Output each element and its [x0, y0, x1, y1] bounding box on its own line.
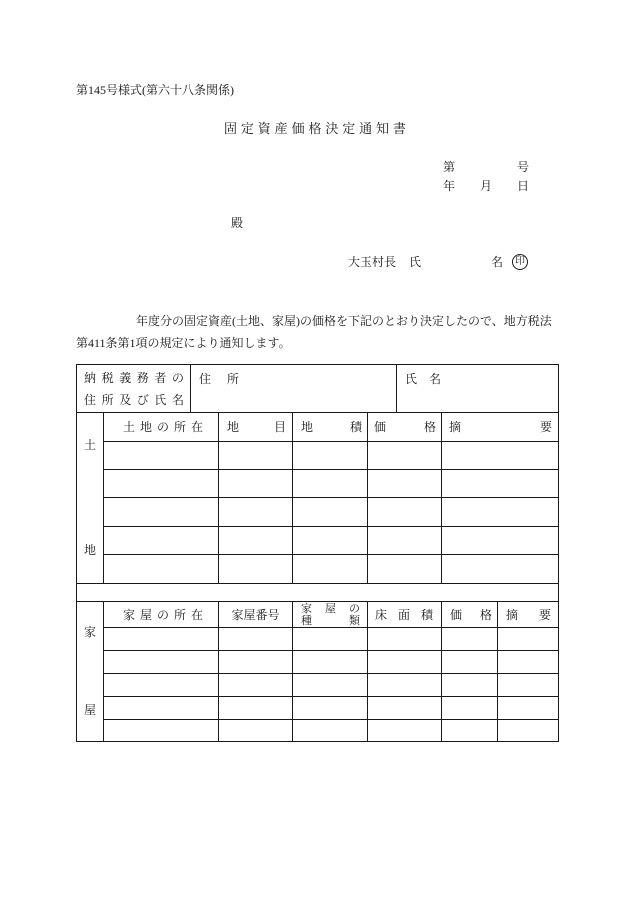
date-day-label: 日	[516, 179, 529, 193]
label-glyph: 名	[171, 392, 184, 407]
land-area-cell	[293, 498, 368, 527]
house-floor-area-cell	[368, 697, 442, 720]
label-glyph: 氏	[154, 392, 167, 407]
land-header-area	[293, 413, 368, 442]
house-type-cell	[293, 651, 368, 674]
land-header-price	[368, 413, 442, 442]
document-number-suffix: 号	[516, 160, 529, 174]
land-row	[77, 498, 559, 527]
label-glyph: 在	[190, 607, 203, 622]
land-price-cell	[368, 555, 442, 584]
land-row	[77, 470, 559, 498]
house-location-cell	[104, 720, 219, 742]
label-glyph: 地	[301, 420, 314, 434]
label-glyph: 所	[173, 420, 186, 434]
land-area-cell	[293, 442, 368, 470]
house-header-location-text	[123, 608, 203, 622]
label-glyph: 格	[308, 121, 322, 136]
label-glyph: 住	[84, 392, 97, 407]
land-location-cell	[104, 442, 219, 470]
house-remarks-cell	[498, 720, 559, 742]
sender-title: 大玉村長	[348, 255, 397, 269]
taxpayer-row	[77, 365, 559, 413]
land-header-row	[77, 413, 559, 442]
house-header-floor-area-text	[375, 608, 433, 622]
house-floor-area-cell	[368, 674, 442, 697]
label-glyph: 価	[374, 420, 387, 434]
label-glyph: 及	[119, 392, 132, 407]
house-number-cell	[219, 674, 293, 697]
label-glyph: 知	[376, 121, 390, 136]
document-number	[443, 160, 529, 174]
house-side-label-bottom: 屋	[83, 703, 96, 717]
label-glyph: 要	[540, 420, 553, 434]
house-price-cell	[442, 697, 498, 720]
address-label: 住所	[199, 372, 256, 386]
house-location-cell	[104, 628, 219, 651]
label-glyph: 価	[450, 607, 463, 622]
label-glyph: 通	[359, 121, 373, 136]
land-row	[77, 555, 559, 584]
label-glyph: の	[156, 420, 169, 434]
house-header-price	[442, 602, 498, 628]
assessment-table	[76, 364, 559, 742]
house-side-label-top: 家	[83, 625, 96, 639]
label-glyph: 地	[139, 420, 152, 434]
label-glyph: 決	[325, 121, 339, 136]
date-year-label: 年	[443, 179, 456, 193]
land-row	[77, 527, 559, 555]
label-glyph: 義	[119, 370, 132, 385]
taxpayer-name-cell	[397, 365, 559, 413]
house-header-row	[77, 602, 559, 628]
house-side-label	[77, 602, 103, 740]
label-glyph: 目	[273, 420, 286, 434]
taxpayer-label-line-2	[84, 389, 184, 411]
label-glyph: 格	[480, 607, 493, 622]
label-glyph: の	[156, 607, 169, 622]
label-glyph: 要	[539, 607, 552, 622]
label-glyph: 摘	[506, 607, 519, 622]
land-category-cell	[219, 442, 293, 470]
land-side-label-top: 土	[83, 438, 96, 452]
land-area-cell	[293, 555, 368, 584]
house-row	[77, 651, 559, 674]
label-glyph: 者	[154, 370, 167, 385]
name-label: 氏名	[405, 372, 454, 386]
house-price-cell	[442, 651, 498, 674]
house-number-cell	[219, 628, 293, 651]
house-location-cell	[104, 674, 219, 697]
label-glyph: 定	[342, 121, 356, 136]
house-price-cell	[442, 628, 498, 651]
house-header-number-text: 家屋番号	[231, 607, 280, 622]
house-number-cell	[219, 697, 293, 720]
label-glyph: 在	[190, 420, 203, 434]
document-title	[224, 121, 406, 136]
label-glyph: 床	[375, 607, 388, 622]
land-price-cell	[368, 470, 442, 498]
house-header-type-line-1	[301, 603, 360, 615]
land-area-cell	[293, 470, 368, 498]
land-header-category-text	[227, 420, 286, 434]
issue-date	[443, 179, 529, 193]
label-glyph: 所	[173, 607, 186, 622]
house-remarks-cell	[498, 651, 559, 674]
land-category-cell	[219, 555, 293, 584]
land-price-cell	[368, 498, 442, 527]
label-glyph: 面	[398, 607, 411, 622]
section-spacer-row	[77, 584, 559, 602]
land-location-cell	[104, 470, 219, 498]
house-floor-area-cell	[368, 628, 442, 651]
house-remarks-cell	[498, 628, 559, 651]
land-remarks-cell	[442, 555, 559, 584]
house-type-cell	[293, 674, 368, 697]
taxpayer-label-line-1	[84, 367, 184, 389]
house-floor-area-cell	[368, 651, 442, 674]
body-text-line-2: 第411条第1項の規定により通知します。	[76, 336, 291, 350]
land-location-cell	[104, 555, 219, 584]
label-glyph: の	[349, 602, 360, 615]
body-text-line-1: 年度分の固定資産(土地、家屋)の価格を下記のとおり決定したので、地方税法	[136, 314, 552, 328]
label-glyph: 書	[392, 121, 406, 136]
form-number: 第145号様式(第六十八条関係)	[76, 83, 234, 97]
house-header-location	[104, 602, 219, 628]
document-number-prefix: 第	[443, 160, 456, 174]
house-header-number	[219, 602, 293, 628]
land-remarks-cell	[442, 498, 559, 527]
land-price-cell	[368, 527, 442, 555]
land-header-category	[219, 413, 293, 442]
land-header-remarks	[442, 413, 559, 442]
land-row	[77, 442, 559, 470]
land-price-cell	[368, 442, 442, 470]
house-remarks-cell	[498, 697, 559, 720]
house-header-floor-area	[368, 602, 442, 628]
label-glyph: 積	[349, 420, 362, 434]
label-glyph: 屋	[139, 607, 152, 622]
label-glyph: 所	[101, 392, 114, 407]
land-location-cell	[104, 498, 219, 527]
land-header-price-text	[374, 420, 436, 434]
land-category-cell	[219, 470, 293, 498]
house-header-type	[293, 602, 368, 628]
taxpayer-label-cell	[77, 365, 191, 413]
land-side-label-bottom: 地	[83, 543, 96, 557]
land-header-area-text	[301, 420, 362, 434]
land-category-cell	[219, 527, 293, 555]
label-glyph: 摘	[449, 420, 462, 434]
label-glyph: 屋	[325, 602, 336, 615]
land-side-label	[77, 413, 103, 582]
label-glyph: 納	[84, 370, 97, 385]
section-spacer-cell	[77, 584, 559, 602]
label-glyph: 価	[291, 121, 305, 136]
house-location-cell	[104, 697, 219, 720]
house-type-cell	[293, 697, 368, 720]
date-month-label: 月	[479, 179, 492, 193]
sender-name-label-first: 氏	[409, 255, 422, 269]
house-floor-area-cell	[368, 720, 442, 742]
sender-name-label-second: 名	[491, 255, 504, 269]
taxpayer-address-cell	[191, 365, 397, 413]
seal-icon: 印	[512, 254, 528, 270]
house-price-cell	[442, 720, 498, 742]
land-header-location	[104, 413, 219, 442]
label-glyph: 積	[421, 607, 434, 622]
house-row	[77, 720, 559, 742]
label-glyph: 産	[274, 121, 288, 136]
house-row	[77, 697, 559, 720]
label-glyph: 税	[101, 370, 114, 385]
land-header-location-text	[123, 420, 203, 434]
house-type-cell	[293, 720, 368, 742]
label-glyph: 務	[136, 370, 149, 385]
label-glyph: 家	[123, 607, 136, 622]
house-price-cell	[442, 674, 498, 697]
land-remarks-cell	[442, 527, 559, 555]
label-glyph: 固	[224, 121, 238, 136]
land-remarks-cell	[442, 442, 559, 470]
label-glyph: 定	[240, 121, 254, 136]
land-remarks-cell	[442, 470, 559, 498]
house-location-cell	[104, 651, 219, 674]
land-area-cell	[293, 527, 368, 555]
label-glyph: 種	[301, 614, 312, 627]
house-header-price-text	[450, 608, 492, 622]
label-glyph: 資	[257, 121, 271, 136]
land-side-label-cell	[77, 413, 104, 584]
house-type-cell	[293, 628, 368, 651]
house-side-label-cell	[77, 602, 104, 742]
house-number-cell	[219, 720, 293, 742]
label-glyph: び	[136, 392, 149, 407]
label-glyph: 土	[123, 420, 136, 434]
label-glyph: 地	[227, 420, 240, 434]
house-header-remarks-text	[506, 608, 551, 622]
land-category-cell	[219, 498, 293, 527]
land-location-cell	[104, 527, 219, 555]
land-header-remarks-text	[449, 420, 552, 434]
label-glyph: 格	[424, 420, 437, 434]
house-row	[77, 628, 559, 651]
house-row	[77, 674, 559, 697]
addressee-suffix: 殿	[231, 216, 244, 230]
house-number-cell	[219, 651, 293, 674]
label-glyph: 家	[301, 602, 312, 615]
label-glyph: の	[171, 370, 184, 385]
house-header-type-line-2	[301, 615, 360, 627]
house-header-remarks	[498, 602, 559, 628]
house-remarks-cell	[498, 674, 559, 697]
label-glyph: 類	[349, 614, 360, 627]
